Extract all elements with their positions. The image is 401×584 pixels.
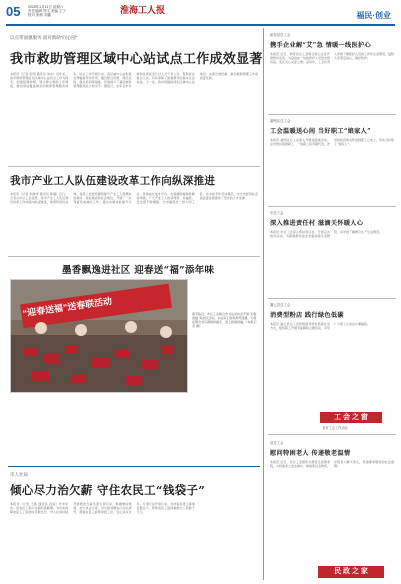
sidebar-headline-1: 携手企业解“艾”急 情暖一线医护心 [270, 42, 371, 49]
sidebar-headline-5: 慰问特困老人 传递敬老温情 [270, 450, 351, 457]
photo-feature-headline: 墨香飘逸进社区 迎春送“福”添年味 [62, 265, 215, 276]
article2-headline: 我市产业工人队伍建设改革工作向纵深推进 [10, 175, 216, 187]
bottom-body: 本报讯（记者 王刚 通讯员 孙丽）岁末年初，是农民工集中讨薪的高峰期。为切实保障农民工工资按时足额支付，市人社局持续开展根治欠薪冬季专项行动，畅通维权渠道，加大执法力度，对欠薪问题实行动态清零，确保农民工能够拿到工资、安心返乡过年。专项行动开展以来，共排查在建工程项目数百个，帮助农民工追回被拖欠工资数千万元。 [10, 502, 195, 515]
newspaper-logo: 淮海工人报 [120, 6, 166, 16]
sidebar-kicker-2: 湖州区总工会 [270, 119, 291, 123]
masthead-rule [6, 24, 395, 26]
divider [268, 114, 396, 115]
sidebar-body-2: 本报讯 湖州区总工会深入开展送温暖活动，走访慰问困难职工、一线职工和劳模代表，把党和政府的关怀送到职工心坎上，切实当好职工“娘家人”。 [270, 138, 394, 147]
divider [268, 434, 396, 435]
sidebar-headline-3: 深入推进责任村 滋滴关怀暖人心 [270, 220, 364, 227]
sidebar-kicker-3: 市总工会 [270, 211, 284, 215]
bottom-kicker: 市人社局 [10, 472, 28, 477]
sidebar-body-5: 本报讯 近日，县总工会组织志愿者走进敬老院，为特困老人送去棉衣、棉被等过冬物资，并陪老人聊天谈心，传递尊老敬老的社会温情。 [270, 460, 394, 469]
sidebar-headline-2: 工会温暖送心间 当好职工“娘家人” [270, 128, 371, 135]
photo-banner-text: “迎春送福”送春联活动 [22, 295, 113, 319]
main-body: 本报讯（记者 张明 通讯员 刘永）近年来，我市救助管理站以区域中心站试点工作为抓手，加强统筹协调，建立健全救助工作网络，推动形成覆盖城乡的救助管理服务体系。试点工作开展以来，各区域中心站积极发挥辐射带动作用，通过整合资源、规范流程、强化培训等措施，有效提升了基层救助管理服务能力和水平。据统计，去年全市共救助各类流浪乞讨人员千余人次，帮助返乡数百人次，切实保障了困难群众的基本生活权益。下一步，我市将继续深化区域中心站建设，完善长效机制，推动救助管理工作高质量发展。 [10, 72, 258, 89]
sidebar-headline-4: 消费型粉店 践行绿色低碳 [270, 312, 344, 319]
sidebar-body-1: 本报讯 近日，新泰县总工会联合爱心企业开展慰问活动，为奋战在一线的医护人员送去慰问品，表达关心关爱之情。活动中，工会负责人详细了解医护人员的工作和生活情况，鼓励大家坚定信心，做好防护。 [270, 52, 394, 65]
sidebar-kicker-1: 新泰县总工会 [270, 33, 291, 37]
issue-meta: 2025年1月11日 星期六 责任编辑 郑义 美编 王宁 校对 张帆 刘鑫 [28, 5, 66, 18]
section-title: 福民·创业 [356, 11, 391, 20]
column-divider [263, 28, 264, 580]
main-kicker: 以点带面强服务 面对救助“同心圆” [10, 35, 78, 40]
divider [8, 466, 260, 467]
bottom-headline: 倾心尽力治欠薪 守住农民工“钱袋子” [10, 483, 206, 497]
sidebar-body-3: 本报讯 市总工会深入帮扶责任村，开展走访慰问活动，为困难群众送去米面油等生活物资，并详细了解群众生产生活情况。 [270, 230, 383, 239]
banner-gonghui-sub: 省市工会工作动态 [322, 426, 348, 430]
divider [8, 166, 260, 167]
divider [8, 256, 260, 257]
banner-gonghui: 工 会 之 窗 [320, 412, 382, 423]
divider [268, 298, 396, 299]
banner-minzheng: 民 政 之 家 [318, 566, 384, 578]
divider [268, 206, 396, 207]
sidebar-kicker-5: 县总工会 [270, 441, 284, 445]
photo-caption: 春节临近，市总工会联合市书法家协会开展“迎春送福”进社区活动，书法家们现场挥毫泼墨，为居民群众书写春联和福字，送上新春祝福。（本报记者 摄） [192, 312, 257, 328]
page-number: 05 [6, 4, 21, 19]
main-headline: 我市救助管理区域中心站试点工作成效显著 [10, 52, 263, 67]
sidebar-body-4: 本报讯 灌云县总工会积极倡导绿色低碳生活方式，组织职工开展节能降耗主题活动，引导广大职工从身边小事做起。 [270, 322, 371, 331]
sidebar-kicker-4: 灌云县总工会 [270, 303, 291, 307]
article2-body: 本报讯（记者 李晓雯 通讯员 陈刚）近日，记者从市总工会获悉，我市产业工人队伍建设改革工作持续向纵深推进，取得阶段性成效。各级工会组织围绕提升产业工人思想政治素质、技能素质和社会地位，开展了一系列富有成效的工作。通过实施技能提升行动、搭建成长成才平台、完善激励保障机制等举措，广大产业工人的获得感、幸福感、安全感不断增强。全市涌现出一批大国工匠、技术能手和劳动模范，为全市经济社会高质量发展提供了坚实的人才支撑。 [10, 192, 258, 205]
